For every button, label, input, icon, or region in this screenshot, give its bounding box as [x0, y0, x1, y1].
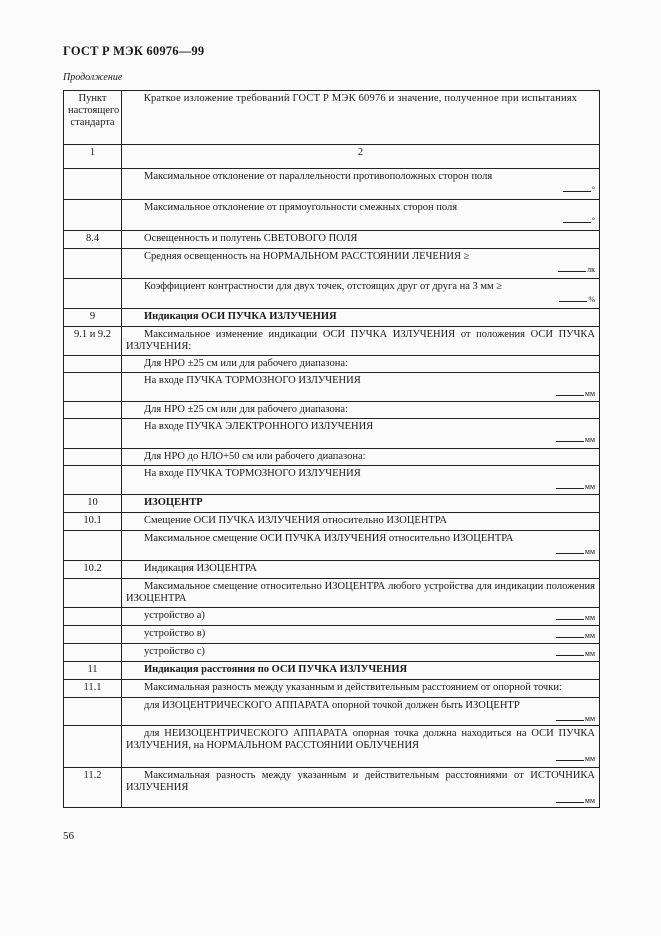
- column-number-1: 1: [64, 145, 122, 169]
- table-header-row: [64, 91, 600, 145]
- value-field: мм: [556, 630, 595, 640]
- requirement-text: Для НРО до НЛО+50 см или рабочего диапазона:: [144, 451, 366, 462]
- clause-number: 10.1: [64, 513, 122, 531]
- requirement-cell: [122, 279, 600, 309]
- clause-number: 9.1 и 9.2: [64, 327, 122, 356]
- clause-cell: [64, 373, 122, 402]
- clause-number: 11: [64, 662, 122, 680]
- requirement-text: устройство в): [144, 628, 206, 639]
- column-number-row: [64, 145, 600, 169]
- requirement-text: Коэффициент контрастности для двух точек, отстоящих друг от друга на 3 мм ≥: [144, 281, 503, 292]
- table-row: [64, 626, 600, 644]
- value-field: лк: [126, 264, 595, 274]
- requirements-table: [63, 90, 600, 808]
- section-heading: Индикация расстояния по ОСИ ПУЧКА ИЗЛУЧЕНИЯ: [144, 664, 408, 675]
- table-row: [64, 327, 600, 356]
- requirement-text: устройство с): [144, 646, 205, 657]
- requirement-cell: [122, 495, 600, 513]
- clause-cell: [64, 419, 122, 449]
- table-row: [64, 402, 600, 419]
- requirement-cell: [122, 169, 600, 200]
- clause-cell: [64, 626, 122, 644]
- table-row: [64, 698, 600, 726]
- table-row: [64, 644, 600, 662]
- table-row: [64, 466, 600, 495]
- requirement-cell: [122, 698, 600, 726]
- table-row: [64, 531, 600, 561]
- requirement-cell: [122, 513, 600, 531]
- requirement-cell: [122, 626, 600, 644]
- column-number-2: 2: [122, 145, 600, 169]
- requirement-cell: [122, 680, 600, 698]
- requirement-cell: [122, 662, 600, 680]
- section-heading: ИЗОЦЕНТР: [144, 497, 203, 508]
- requirement-cell: [122, 356, 600, 373]
- requirement-cell: [122, 373, 600, 402]
- value-field: мм: [126, 795, 595, 805]
- clause-cell: [64, 402, 122, 419]
- value-field: мм: [126, 434, 595, 444]
- clause-cell: [64, 449, 122, 466]
- requirement-text: Для НРО ±25 см или для рабочего диапазона:: [144, 358, 348, 369]
- requirement-cell: [122, 768, 600, 808]
- table-row: [64, 680, 600, 698]
- requirement-cell: [122, 402, 600, 419]
- value-field: мм: [126, 481, 595, 491]
- requirement-text: Для НРО ±25 см или для рабочего диапазона:: [144, 404, 348, 415]
- clause-number: 8.4: [64, 231, 122, 249]
- clause-cell: [64, 644, 122, 662]
- table-row: [64, 449, 600, 466]
- table-row: [64, 768, 600, 808]
- value-field: мм: [556, 648, 595, 658]
- clause-cell: [64, 698, 122, 726]
- value-field: мм: [556, 612, 595, 622]
- clause-cell: [64, 200, 122, 231]
- requirement-text: На входе ПУЧКА ТОРМОЗНОГО ИЗЛУЧЕНИЯ: [144, 468, 361, 479]
- table-row: [64, 561, 600, 579]
- table-row: [64, 200, 600, 231]
- requirement-text: Максимальная разность между указанным и действительным расстояниями от ИСТОЧНИКА ИЗЛУЧЕНИЯ: [126, 770, 595, 793]
- clause-cell: [64, 608, 122, 626]
- document-title: ГОСТ Р МЭК 60976—99: [63, 44, 205, 58]
- column-header-clause: Пункт настоящего стандарта: [64, 91, 122, 145]
- requirement-text: для ИЗОЦЕНТРИЧЕСКОГО АППАРАТА опорной точкой должен быть ИЗОЦЕНТР: [144, 700, 520, 711]
- requirement-text: Индикация ИЗОЦЕНТРА: [144, 563, 257, 574]
- value-field: °: [126, 215, 595, 225]
- table-row: [64, 309, 600, 327]
- requirement-text: для НЕИЗОЦЕНТРИЧЕСКОГО АППАРАТА опорная точка должна находиться на ОСИ ПУЧКА ИЗЛУЧЕНИЯ, на НОРМАЛЬНОМ РАССТОЯНИИ ОБЛУЧЕНИЯ: [126, 728, 595, 751]
- requirement-text: Максимальное отклонение от параллельности противоположных сторон поля: [144, 171, 493, 182]
- table-row: [64, 231, 600, 249]
- section-heading: Индикация ОСИ ПУЧКА ИЗЛУЧЕНИЯ: [144, 311, 337, 322]
- requirement-text: Смещение ОСИ ПУЧКА ИЗЛУЧЕНИЯ относительно ИЗОЦЕНТРА: [144, 515, 447, 526]
- table-row: [64, 373, 600, 402]
- clause-cell: [64, 356, 122, 373]
- clause-cell: [64, 279, 122, 309]
- clause-number: 10: [64, 495, 122, 513]
- clause-cell: [64, 531, 122, 561]
- table-row: [64, 662, 600, 680]
- requirement-cell: [122, 419, 600, 449]
- requirement-cell: [122, 249, 600, 279]
- requirement-cell: [122, 579, 600, 608]
- table-row: [64, 513, 600, 531]
- value-field: °: [126, 184, 595, 194]
- requirement-cell: [122, 726, 600, 768]
- requirement-cell: [122, 327, 600, 356]
- requirement-text: Максимальное отклонение от прямоугольности смежных сторон поля: [144, 202, 458, 213]
- table-row: [64, 579, 600, 608]
- table-row: [64, 495, 600, 513]
- requirement-cell: [122, 561, 600, 579]
- requirement-cell: [122, 231, 600, 249]
- requirement-text: Освещенность и полутень СВЕТОВОГО ПОЛЯ: [144, 233, 358, 244]
- table-row: [64, 249, 600, 279]
- requirement-cell: [122, 449, 600, 466]
- page-number: 56: [63, 830, 74, 842]
- clause-cell: [64, 249, 122, 279]
- column-header-description: Краткое изложение требований ГОСТ Р МЭК 60976 и значение, полученное при испытаниях: [122, 91, 600, 145]
- requirement-text: Средняя освещенность на НОРМАЛЬНОМ РАССТОЯНИИ ЛЕЧЕНИЯ ≥: [144, 251, 470, 262]
- clause-cell: [64, 726, 122, 768]
- requirement-text: Максимальная разность между указанным и действительным расстоянием от опорной точки:: [144, 682, 562, 693]
- requirement-text: Максимальное смещение ОСИ ПУЧКА ИЗЛУЧЕНИЯ относительно ИЗОЦЕНТРА: [144, 533, 514, 544]
- value-field: %: [126, 294, 595, 304]
- table-row: [64, 356, 600, 373]
- table-row: [64, 419, 600, 449]
- requirement-text: Максимальное изменение индикации ОСИ ПУЧКА ИЗЛУЧЕНИЯ от положения ОСИ ПУЧКА ИЗЛУЧЕНИЯ:: [126, 329, 595, 352]
- value-field: мм: [126, 753, 595, 763]
- requirement-cell: [122, 466, 600, 495]
- value-field: мм: [126, 713, 595, 723]
- clause-cell: [64, 579, 122, 608]
- requirement-cell: [122, 644, 600, 662]
- table-row: [64, 279, 600, 309]
- requirement-text: На входе ПУЧКА ЭЛЕКТРОННОГО ИЗЛУЧЕНИЯ: [144, 421, 374, 432]
- requirement-cell: [122, 309, 600, 327]
- clause-number: 9: [64, 309, 122, 327]
- continuation-label: Продолжение: [63, 72, 123, 83]
- value-field: мм: [126, 388, 595, 398]
- table-row: [64, 608, 600, 626]
- requirement-text: устройство а): [144, 610, 205, 621]
- table-row: [64, 726, 600, 768]
- requirement-cell: [122, 200, 600, 231]
- clause-cell: [64, 466, 122, 495]
- clause-cell: [64, 169, 122, 200]
- requirement-cell: [122, 531, 600, 561]
- requirement-cell: [122, 608, 600, 626]
- requirement-text: Максимальное смещение относительно ИЗОЦЕНТРА любого устройства для индикации положения ИЗОЦЕНТРА: [126, 581, 595, 604]
- requirement-text: На входе ПУЧКА ТОРМОЗНОГО ИЗЛУЧЕНИЯ: [144, 375, 361, 386]
- table-row: [64, 169, 600, 200]
- clause-number: 11.1: [64, 680, 122, 698]
- value-field: мм: [126, 546, 595, 556]
- clause-number: 11.2: [64, 768, 122, 808]
- clause-number: 10.2: [64, 561, 122, 579]
